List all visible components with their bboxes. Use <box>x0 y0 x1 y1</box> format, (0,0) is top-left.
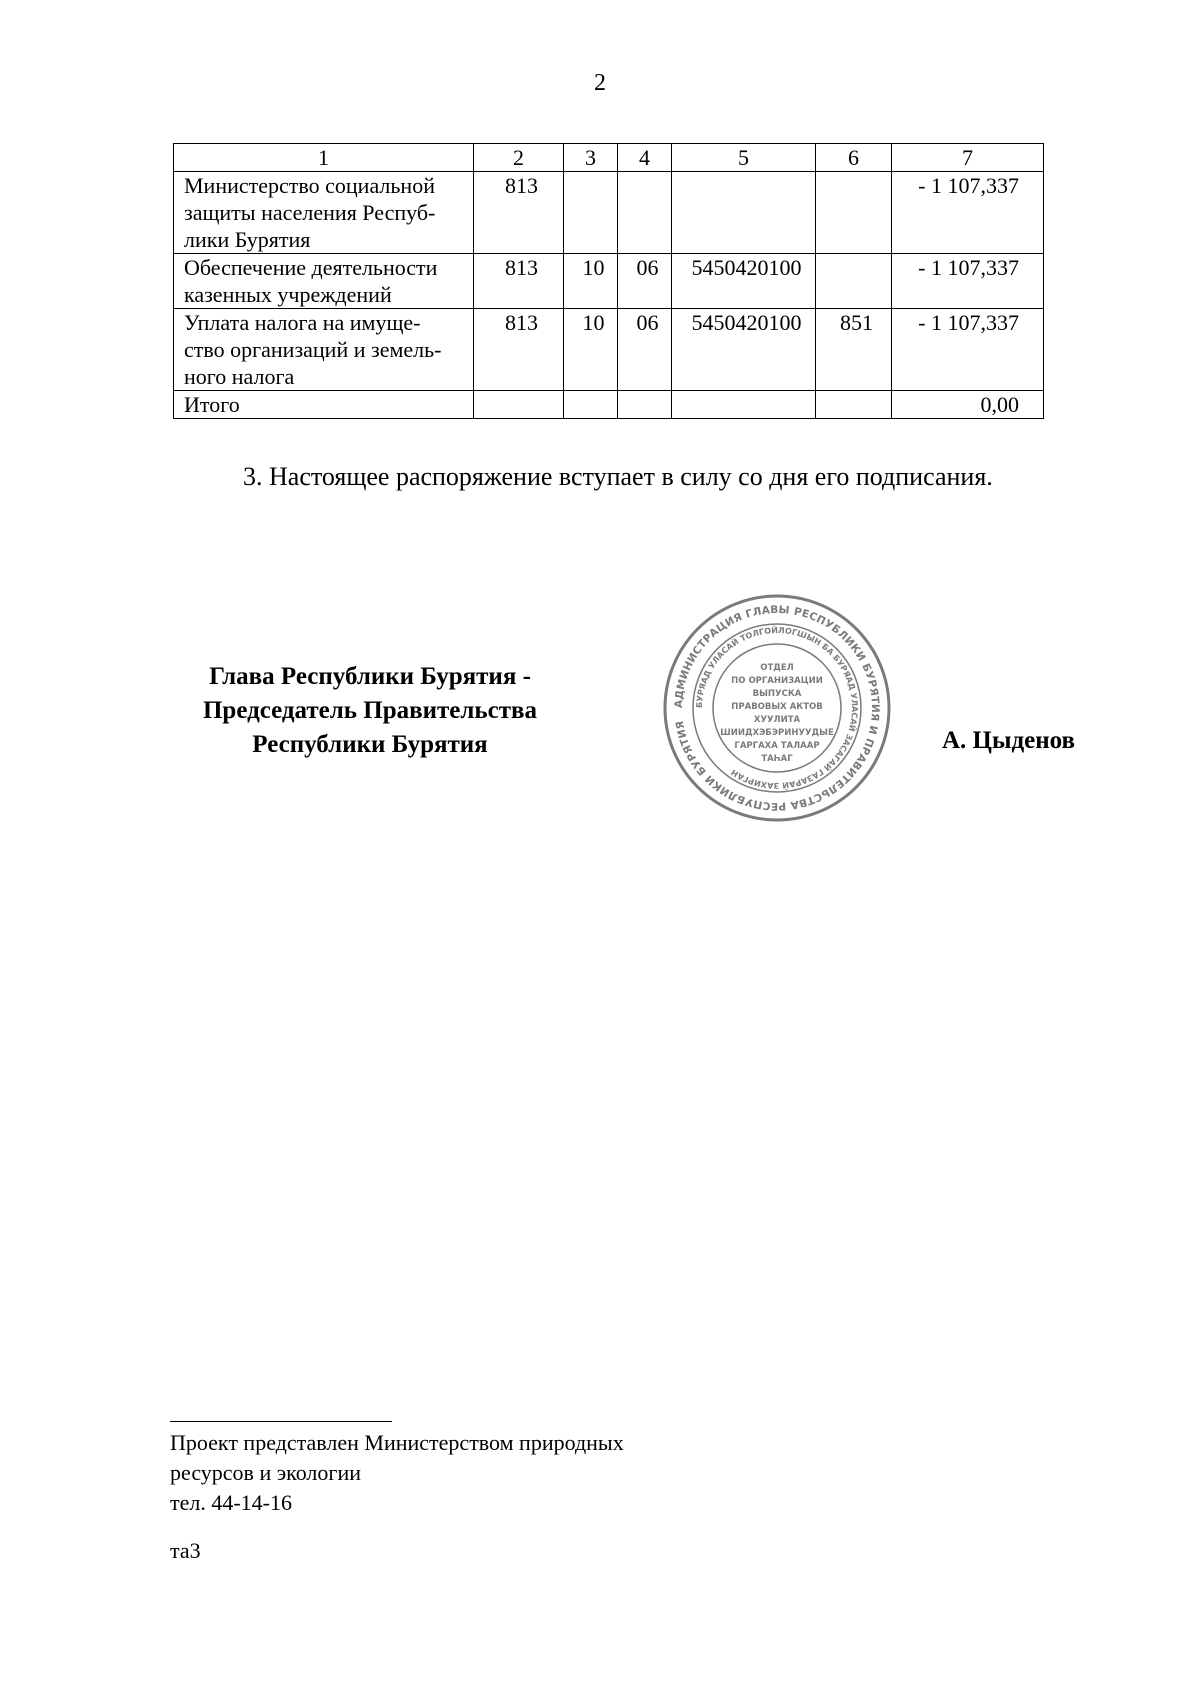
row-c5-cell <box>672 391 816 419</box>
row-c5-cell <box>672 172 816 254</box>
table-header-cell: 6 <box>816 144 892 172</box>
table-header-cell: 4 <box>618 144 672 172</box>
table-header-cell: 3 <box>564 144 618 172</box>
row-name-line: лики Бурятия <box>184 227 311 252</box>
row-c6-cell: 851 <box>816 309 892 391</box>
signer-title-line: Республики Бурятия <box>252 731 488 758</box>
official-seal-stamp <box>661 592 893 824</box>
row-name-line: Итого <box>184 392 240 417</box>
row-name-cell <box>174 309 474 391</box>
row-c4-cell: 06 <box>618 254 672 309</box>
table-row <box>174 172 1044 254</box>
row-c2-cell: 813 <box>474 172 564 254</box>
table-row <box>174 309 1044 391</box>
footnote-line: Проект представлен Министерством природных <box>170 1430 624 1455</box>
row-c7-cell: - 1 107,337 <box>892 172 1044 254</box>
row-c7-cell: - 1 107,337 <box>892 309 1044 391</box>
seal-center-line: ПО ОРГАНИЗАЦИИ <box>731 676 823 686</box>
row-c7-cell: - 1 107,337 <box>892 254 1044 309</box>
seal-center-line: ХУУЛИТА <box>753 715 801 725</box>
table-row <box>174 391 1044 419</box>
row-c3-cell: 10 <box>564 309 618 391</box>
footnote-separator <box>170 1421 392 1422</box>
document-marker: та3 <box>170 1538 201 1563</box>
row-c4-cell: 06 <box>618 309 672 391</box>
row-name-line: казенных учреждений <box>184 282 392 307</box>
footnote <box>170 1428 624 1518</box>
row-name-line: Уплата налога на имуще- <box>184 310 421 335</box>
row-name-line: ство организаций и земель- <box>184 337 442 362</box>
effective-date-paragraph: 3. Настоящее распоряжение вступает в силу со дня его подписания. <box>243 462 993 491</box>
row-c5-cell: 5450420100 <box>672 309 816 391</box>
row-name-line: защиты населения Респуб- <box>184 200 436 225</box>
row-c4-cell <box>618 172 672 254</box>
seal-center-line: ТАҺАГ <box>761 754 793 764</box>
row-c6-cell <box>816 172 892 254</box>
seal-center-line: ВЫПУСКА <box>752 689 802 699</box>
row-c3-cell <box>564 391 618 419</box>
row-name-line: Обеспечение деятельности <box>184 255 438 280</box>
seal-center-line: ОТДЕЛ <box>760 663 794 673</box>
budget-table <box>173 143 1044 419</box>
seal-inner-text: БУРЯАД УЛАСАЙ ТОЛГОЙЛОГШЫН БА БУРЯАД УЛАСАЙ ЗАСАГАЙ ГАЗАРАЙ ЗАХИРГАН <box>694 625 860 791</box>
row-c3-cell <box>564 172 618 254</box>
page-number: 2 <box>594 70 606 96</box>
signer-title-line: Председатель Правительства <box>202 697 538 724</box>
row-c6-cell <box>816 254 892 309</box>
row-c4-cell <box>618 391 672 419</box>
row-name-cell <box>174 172 474 254</box>
signer-title-line: Глава Республики Бурятия - <box>209 663 531 690</box>
table-header-cell: 7 <box>892 144 1044 172</box>
seal-center-line: ШИИДХЭБЭРИНУУДЫЕ <box>720 728 834 738</box>
table-row <box>174 254 1044 309</box>
table-header-cell: 5 <box>672 144 816 172</box>
footnote-line: ресурсов и экологии <box>170 1460 361 1485</box>
row-name-cell <box>174 254 474 309</box>
row-name-line: ного налога <box>184 364 295 389</box>
row-c3-cell: 10 <box>564 254 618 309</box>
row-c6-cell <box>816 391 892 419</box>
row-c5-cell: 5450420100 <box>672 254 816 309</box>
seal-center-line: ГАРГАХА ТАЛААР <box>734 741 820 751</box>
row-name-line: Министерство социальной <box>184 173 435 198</box>
signer-name: А. Цыденов <box>942 727 1076 754</box>
row-c2-cell: 813 <box>474 254 564 309</box>
seal-center-line: ПРАВОВЫХ АКТОВ <box>731 702 823 712</box>
row-name-cell <box>174 391 474 419</box>
table-header-cell: 2 <box>474 144 564 172</box>
table-header-row <box>174 144 1044 172</box>
row-c7-cell: 0,00 <box>892 391 1044 419</box>
row-c2-cell <box>474 391 564 419</box>
footnote-line: тел. 44-14-16 <box>170 1490 293 1515</box>
budget-table-body <box>174 144 1044 419</box>
row-c2-cell: 813 <box>474 309 564 391</box>
signer-title <box>150 660 590 762</box>
table-header-cell: 1 <box>174 144 474 172</box>
seal-outer-text: АДМИНИСТРАЦИЯ ГЛАВЫ РЕСПУБЛИКИ БУРЯТИЯ И ПРАВИТЕЛЬСТВА РЕСПУБЛИКИ БУРЯТИЯ <box>672 603 882 813</box>
